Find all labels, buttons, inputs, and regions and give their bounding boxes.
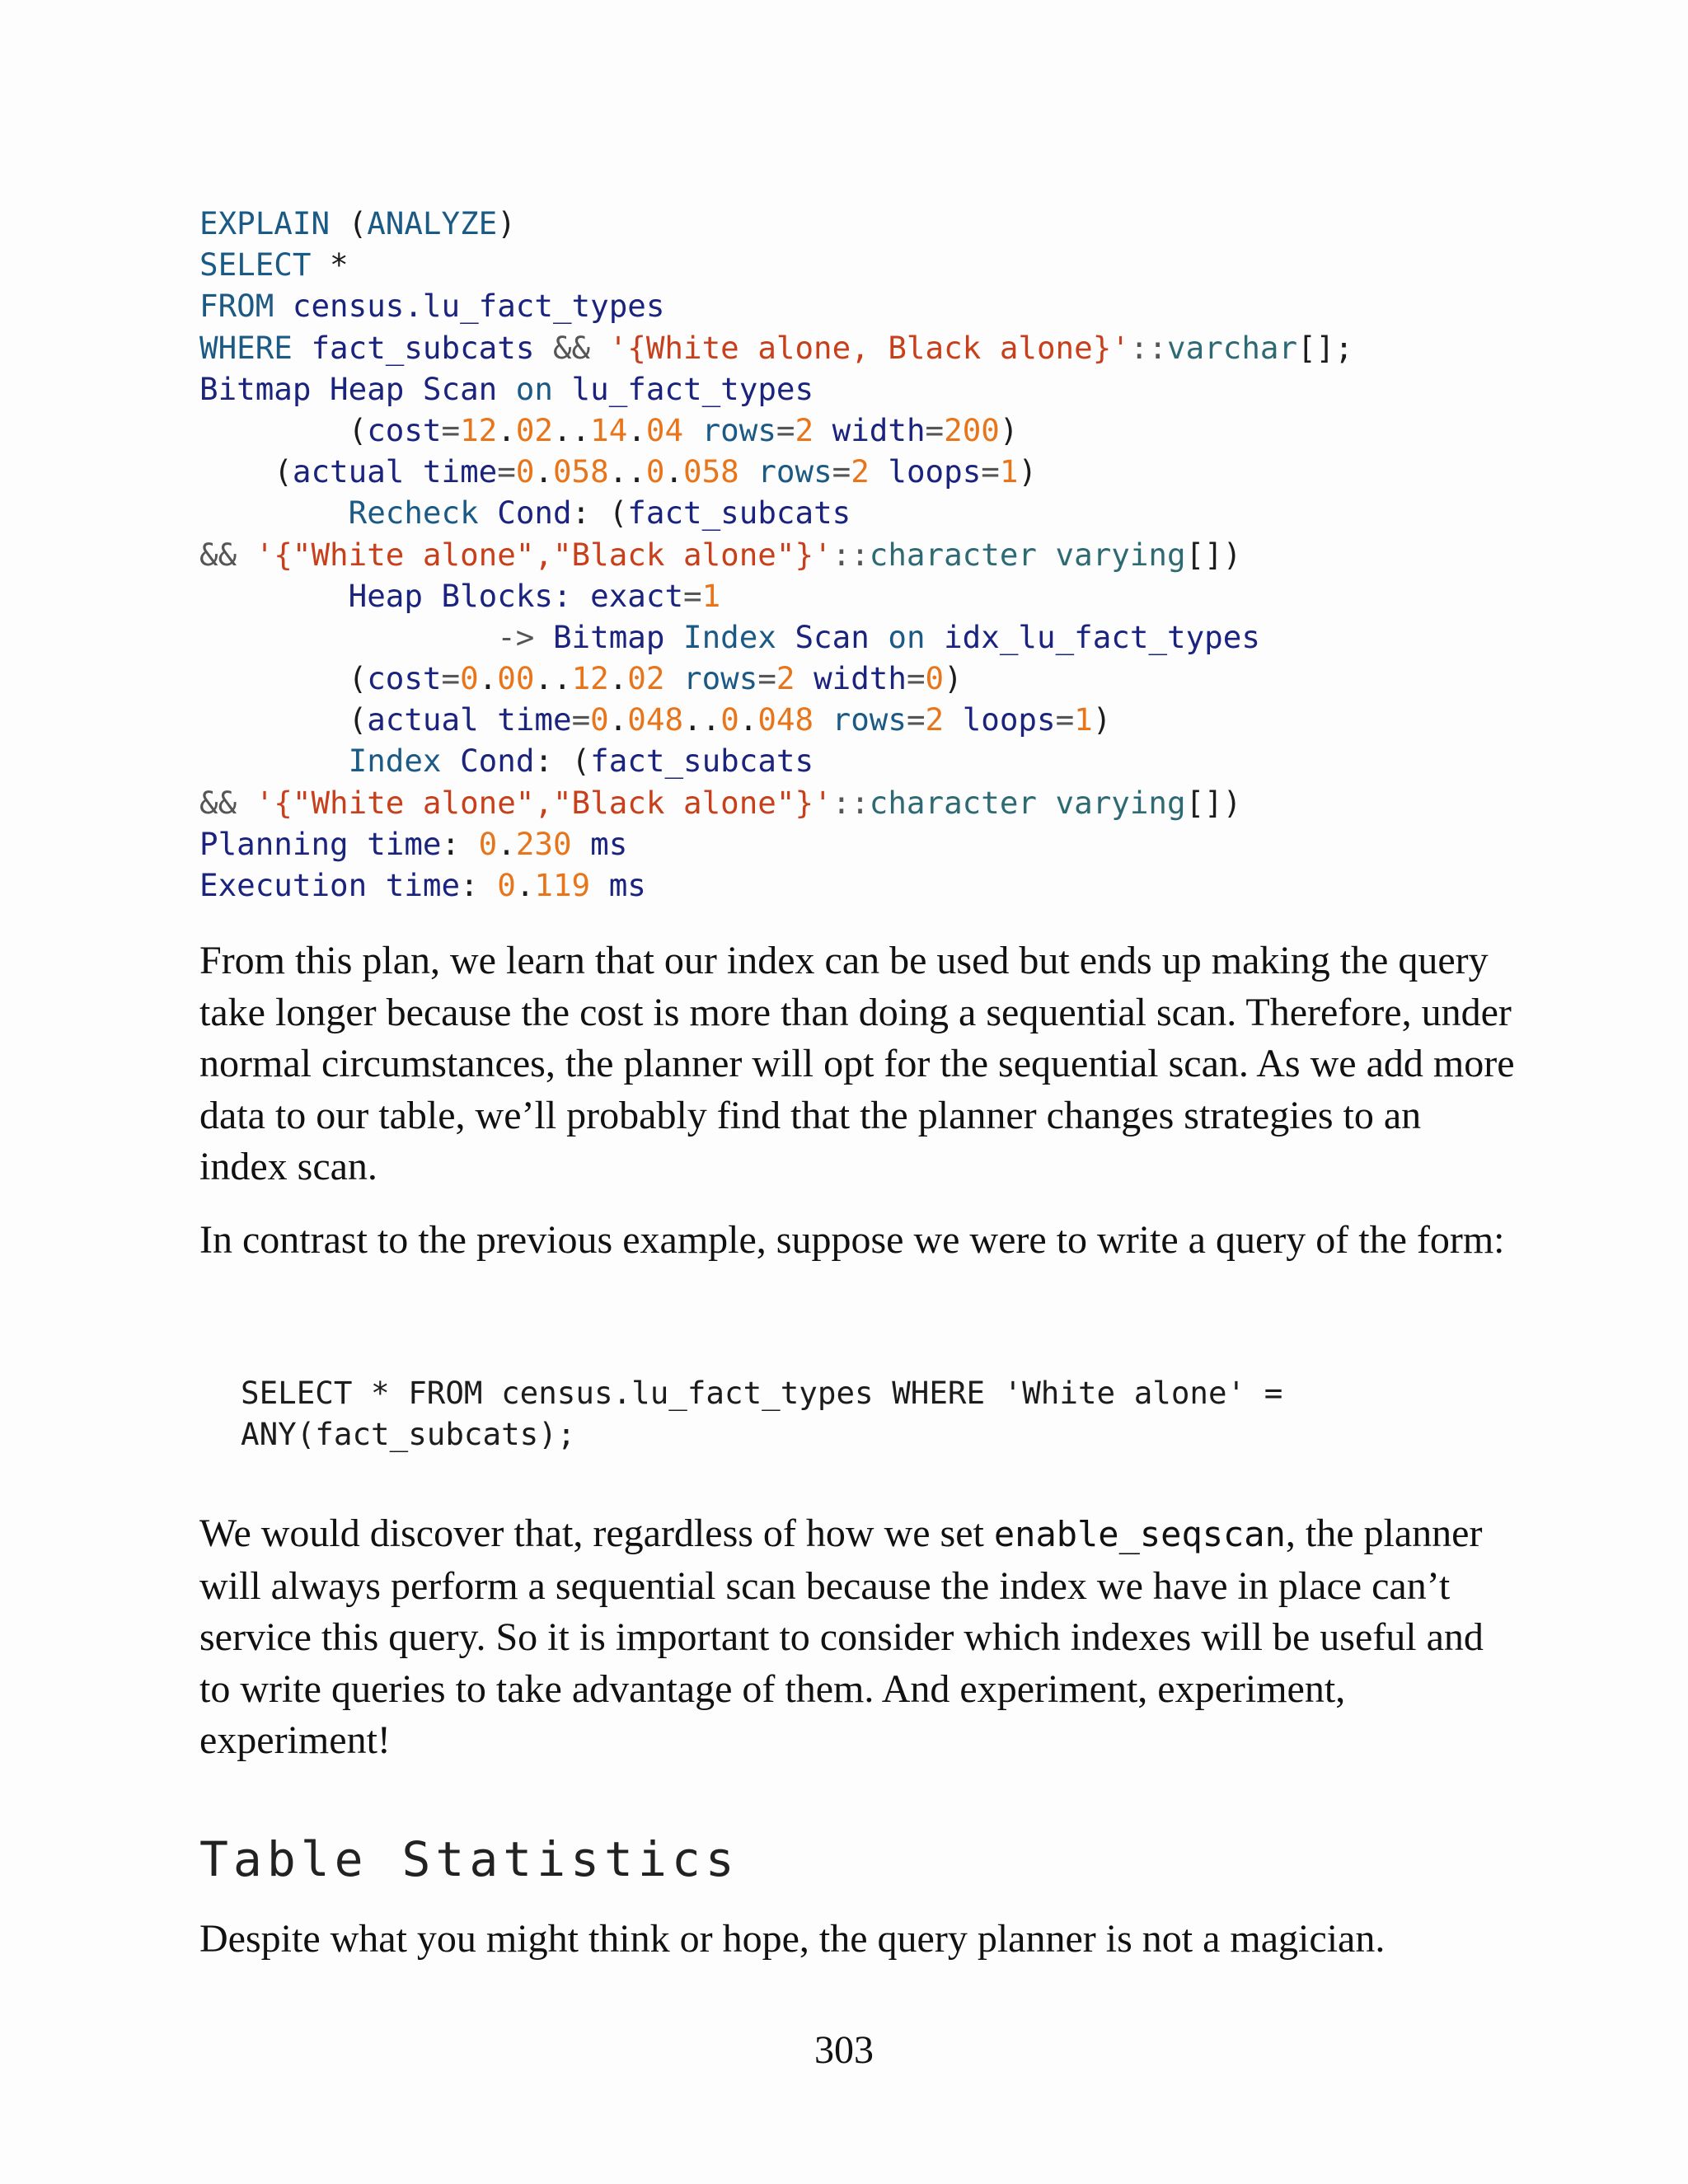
code-token: ms: [571, 825, 628, 862]
code-token: Cond: [478, 494, 572, 532]
code-token: on: [869, 618, 945, 655]
code-token: .: [497, 825, 516, 862]
code-token: [199, 743, 349, 779]
code-token: .: [534, 453, 553, 490]
code-token: width: [814, 411, 926, 448]
code-token: ->: [497, 618, 553, 655]
code-token: (: [199, 701, 368, 738]
code-token: loops: [869, 453, 982, 490]
code-token: [199, 494, 349, 531]
code-token: =: [571, 701, 591, 738]
code-token: (: [199, 660, 368, 697]
code-token: census.lu_fact_types: [274, 288, 665, 325]
code-token: .: [515, 867, 535, 903]
code-token: actual time: [367, 701, 572, 738]
code-token: 0: [645, 453, 665, 490]
code-token: 048: [757, 701, 814, 738]
code-token: 02: [515, 411, 553, 448]
code-token: 0: [497, 867, 516, 903]
code-token: 2: [851, 453, 870, 490]
code-token: =: [441, 411, 461, 448]
code-token: ..: [534, 660, 572, 697]
code-token: 0: [460, 660, 479, 697]
paragraph-text: We would discover that, regardless of how we set: [199, 1511, 994, 1555]
code-token: cost: [367, 660, 442, 697]
code-line: [199, 534, 1353, 575]
code-line: [199, 740, 1353, 781]
code-token: =: [441, 660, 461, 697]
code-line: [199, 823, 1353, 865]
code-token: lu_fact_types: [571, 370, 814, 407]
code-token: 2: [776, 660, 795, 697]
code-line: [199, 285, 1353, 326]
inline-code: enable_seqscan: [993, 1514, 1286, 1554]
code-token: 119: [534, 867, 591, 903]
code-token: ::: [1129, 329, 1168, 366]
code-token: =: [1055, 701, 1075, 738]
code-token: fact_subcats: [292, 329, 535, 366]
code-token: 04: [645, 411, 684, 448]
code-line: [199, 410, 1353, 451]
code-line: [199, 492, 1353, 533]
code-token: &&: [199, 784, 256, 821]
code-token: ): [944, 660, 963, 697]
code-token: []): [1185, 536, 1242, 573]
code-token: varchar: [1167, 329, 1298, 366]
code-token: 058: [552, 453, 609, 490]
code-line: [199, 699, 1353, 740]
code-token: 1: [701, 577, 721, 614]
code-token: rows: [683, 411, 776, 448]
code-token: rows: [664, 660, 758, 697]
code-token: 048: [627, 701, 684, 738]
code-token: fact_subcats: [627, 494, 851, 532]
code-token: : (: [571, 494, 628, 532]
page-number: 303: [814, 2028, 874, 2072]
code-line: [199, 782, 1353, 823]
code-token: WHERE: [199, 329, 293, 366]
code-token: character varying: [869, 536, 1186, 573]
code-token: Planning time: [199, 825, 442, 862]
code-token: (: [330, 205, 368, 241]
code-token: *: [311, 246, 349, 284]
code-token: Index: [348, 743, 442, 780]
code-token: Bitmap: [552, 618, 665, 655]
code-token: =: [497, 453, 516, 490]
code-token: rows: [738, 453, 832, 490]
code-token: 2: [925, 701, 945, 738]
code-token: 2: [795, 411, 814, 448]
paragraph: Despite what you might think or hope, the query planner is not a magician.: [199, 1917, 1386, 1961]
code-token: ): [1018, 453, 1038, 490]
code-token: =: [906, 701, 926, 738]
code-token: ::: [832, 784, 870, 821]
paragraph: [199, 1508, 1518, 1767]
code-token: []): [1185, 784, 1242, 821]
code-token: 12: [460, 411, 498, 448]
code-line: [199, 203, 1353, 244]
code-token: Recheck: [348, 494, 479, 532]
code-token: =: [776, 411, 795, 448]
code-line: ANY(fact_subcats);: [241, 1416, 576, 1453]
code-token: idx_lu_fact_types: [944, 618, 1260, 655]
code-token: '{"White alone","Black alone"}': [255, 784, 832, 821]
code-token: EXPLAIN: [199, 205, 331, 241]
code-token: ANALYZE: [367, 205, 498, 241]
code-token: : exact: [552, 577, 684, 614]
code-token: [];: [1297, 329, 1353, 366]
code-token: 058: [683, 453, 739, 490]
code-token: ): [999, 411, 1019, 448]
code-token: (: [199, 411, 368, 448]
code-line: [199, 865, 1353, 906]
code-token: 230: [515, 825, 572, 862]
code-token: ::: [832, 536, 870, 573]
code-token: =: [832, 453, 851, 490]
code-token: &&: [534, 329, 609, 366]
code-token: Scan: [776, 618, 870, 655]
code-token: 0: [925, 660, 945, 697]
code-token: Index: [664, 618, 776, 655]
code-line: [199, 368, 1353, 410]
code-line: [199, 244, 1353, 285]
code-token: Cond: [441, 743, 535, 780]
code-line: SELECT * FROM census.lu_fact_types WHERE 'White alone' =: [241, 1375, 1283, 1411]
code-token: character varying: [869, 784, 1186, 821]
code-token: width: [795, 660, 907, 697]
code-token: 0: [720, 701, 739, 738]
code-token: Execution time: [199, 867, 461, 903]
code-token: rows: [814, 701, 907, 738]
code-token: Bitmap Heap Scan: [199, 370, 498, 407]
code-token: cost: [367, 411, 442, 448]
code-token: =: [683, 577, 702, 614]
code-line: [199, 616, 1353, 658]
code-token: .: [497, 411, 516, 448]
code-token: .: [608, 660, 628, 697]
code-token: 0: [515, 453, 535, 490]
code-token: actual time: [292, 453, 498, 490]
code-token: [199, 619, 497, 655]
code-token: &&: [199, 536, 256, 573]
code-token: :: [460, 867, 498, 903]
code-snippet: [241, 1372, 1282, 1455]
code-token: ): [497, 205, 516, 241]
code-token: loops: [944, 701, 1056, 738]
code-token: '{"White alone","Black alone"}': [255, 536, 832, 573]
code-block: [199, 203, 1353, 906]
code-token: ..: [683, 701, 721, 738]
paragraph-text: , the planner will always perform a sequential scan because the index we have in place can’t service this query. So it is important to consider which indexes will be useful and to write queries to take advantage of them. And experiment, experiment, experiment!: [199, 1511, 1484, 1762]
code-line: [199, 658, 1353, 699]
code-token: (: [199, 453, 293, 490]
code-token: 02: [627, 660, 665, 697]
code-token: =: [925, 411, 945, 448]
code-token: 1: [999, 453, 1019, 490]
code-token: 200: [944, 411, 1000, 448]
code-token: 0: [478, 825, 498, 862]
code-token: '{White alone, Black alone}': [608, 329, 1130, 366]
code-token: on: [497, 370, 572, 407]
code-line: [199, 575, 1353, 616]
code-token: ..: [552, 411, 591, 448]
code-token: fact_subcats: [590, 743, 814, 780]
code-token: =: [981, 453, 1000, 490]
code-token: 1: [1074, 701, 1093, 738]
code-token: 00: [497, 660, 535, 697]
code-token: 0: [590, 701, 609, 738]
code-token: Heap Blocks: [348, 577, 553, 614]
code-token: =: [757, 660, 776, 697]
code-token: :: [441, 825, 479, 862]
code-token: ): [1092, 701, 1112, 738]
code-token: .: [608, 701, 628, 738]
code-token: SELECT: [199, 246, 312, 284]
paragraph: From this plan, we learn that our index can be used but ends up making the query take longer because the cost is more than doing a sequential scan. Therefore, under normal circumstances, the planner will opt for the sequential scan. As we add more data to our table, we’ll probably find that the planner changes strategies to an index scan.: [199, 939, 1515, 1188]
code-line: [199, 451, 1353, 492]
code-token: ..: [608, 453, 646, 490]
code-token: =: [906, 660, 926, 697]
paragraph: In contrast to the previous example, suppose we were to write a query of the form:: [199, 1218, 1505, 1262]
code-token: .: [478, 660, 498, 697]
code-token: 14: [590, 411, 628, 448]
code-line: [199, 327, 1353, 368]
section-heading: Table Statistics: [199, 1831, 739, 1887]
code-token: .: [627, 411, 646, 448]
code-token: : (: [534, 743, 591, 780]
code-token: 12: [571, 660, 609, 697]
code-token: ms: [590, 867, 646, 903]
code-token: .: [738, 701, 758, 738]
code-token: FROM: [199, 288, 274, 325]
code-token: .: [664, 453, 684, 490]
code-token: [199, 578, 349, 614]
